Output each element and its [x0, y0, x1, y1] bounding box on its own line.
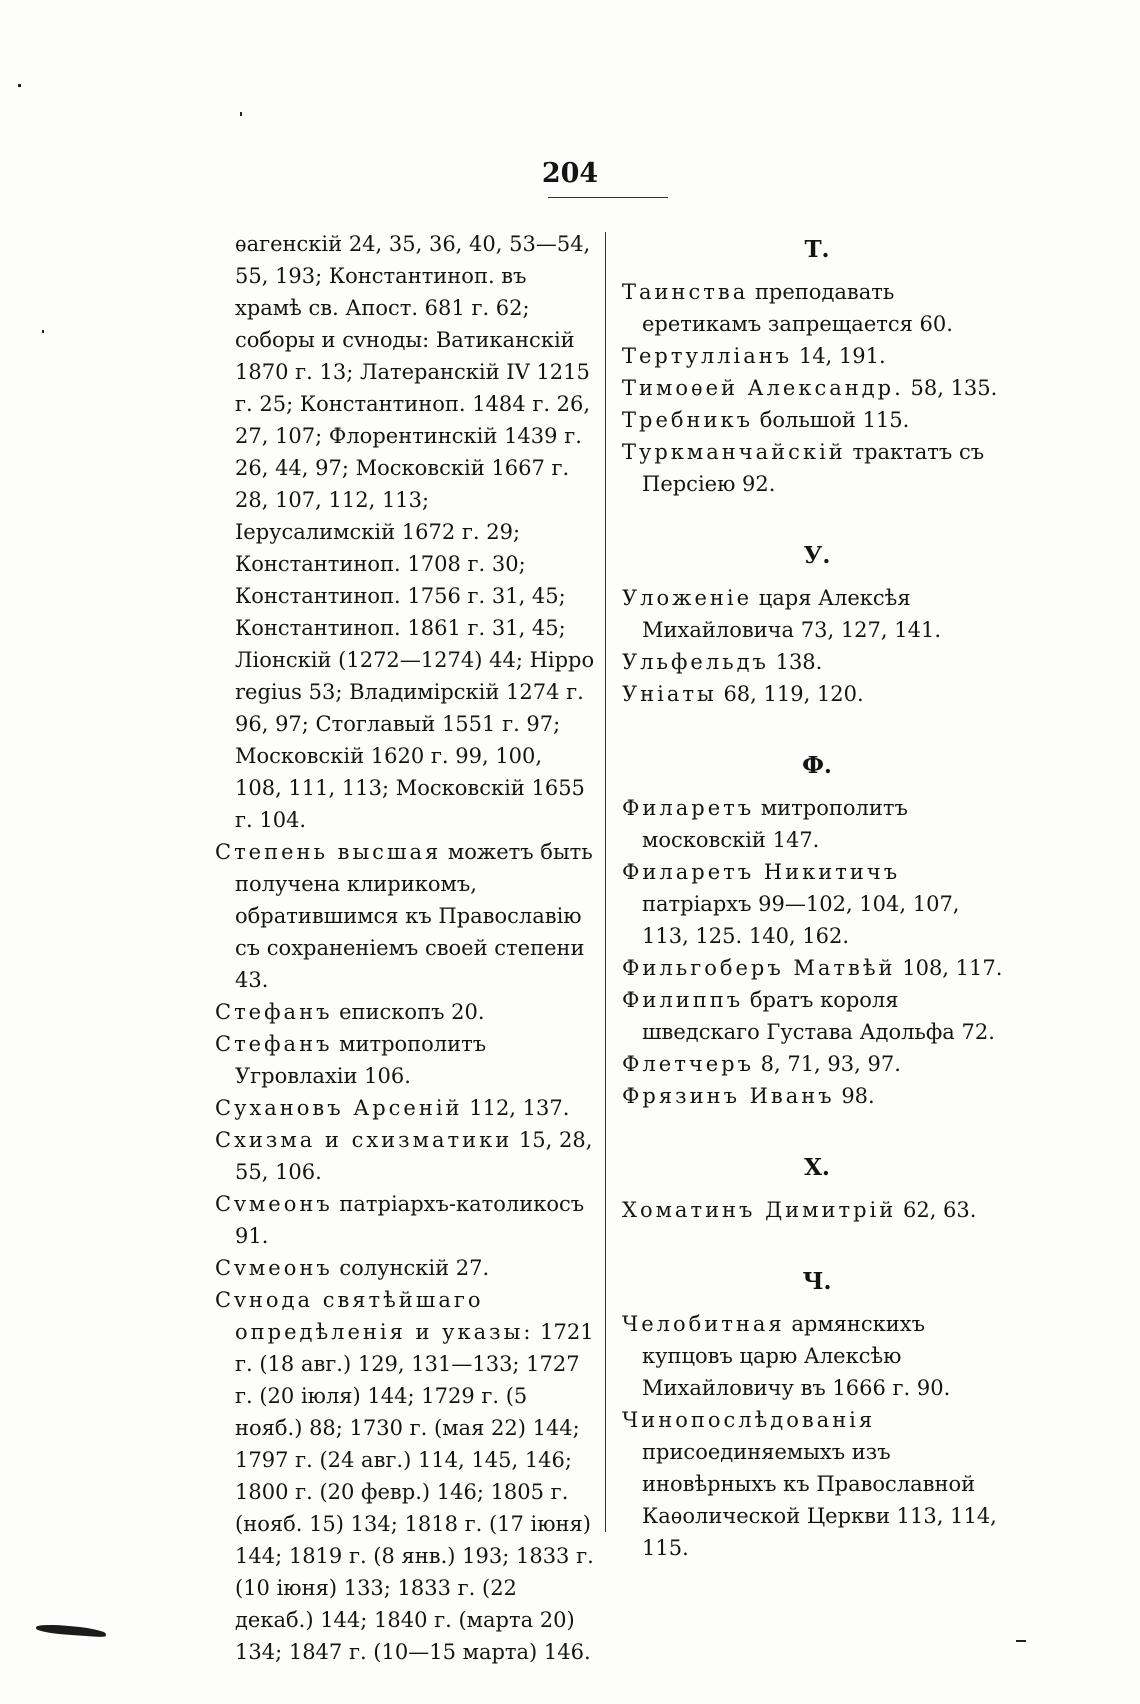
index-entry — [215, 836, 595, 996]
index-entry — [622, 792, 1012, 856]
page-number: 204 — [541, 158, 599, 189]
index-entry — [622, 856, 1012, 952]
section-gap — [622, 1226, 1012, 1260]
entry-text: трактатъ съ Персіею 92. — [642, 440, 985, 496]
entry-headword: Сvмеонъ — [215, 1256, 333, 1280]
entry-headword: Филиппъ — [622, 988, 744, 1012]
entry-text: 1721 г. (18 авг.) 129, 131—133; 1727 г. (20 іюля) 144; 1729 г. (5 нояб.) 88; 1730 г. (мая 22) 144; 1797 г. (24 авг.) 114, 145, 146; 1800 г. (20 февр.) 146; 1805 г. (нояб. 15) 134; 1818 г. (17 іюня) 144; 1819 г. (8 янв.) 193; 1833 г. (10 іюня) 133; 1833 г. (22 декаб.) 144; 1840 г. (марта 20) 134; 1847 г. (10—15 марта) 146. — [235, 1320, 594, 1664]
entry-headword: Стефанъ — [215, 1032, 333, 1056]
scan-speck — [1016, 1640, 1026, 1642]
entry-headword: Хоматинъ Димитрій — [622, 1198, 897, 1222]
entry-headword: Чинопослѣдованія — [622, 1408, 876, 1432]
entry-headword: Сvнода святѣйшаго опредѣленія и указы: — [215, 1288, 534, 1344]
entry-text: большой 115. — [759, 408, 910, 432]
entry-text: 15, 28, 55, 106. — [235, 1128, 593, 1184]
entry-headword: Филаретъ Никитичъ — [622, 860, 901, 884]
entry-headword: Тимоѳей Александр. — [622, 376, 904, 400]
column-divider — [605, 232, 606, 1532]
right-column — [622, 228, 1012, 1564]
index-entry — [622, 1080, 1012, 1112]
entry-headword: Сухановъ Арсеній — [215, 1096, 463, 1120]
entry-text: солунскій 27. — [339, 1256, 490, 1280]
index-entry — [215, 996, 595, 1028]
entry-headword: Уніаты — [622, 682, 717, 706]
entry-text: можетъ быть получена клирикомъ, обратившимся къ Православію съ сохраненіемъ своей степени 43. — [235, 840, 593, 992]
entry-text: 68, 119, 120. — [723, 682, 864, 706]
section-letter: Х. — [804, 1154, 830, 1181]
entry-headword: Тертулліанъ — [622, 344, 793, 368]
entry-text: митрополитъ московскій 147. — [642, 796, 908, 852]
entry-text: 58, 135. — [910, 376, 998, 400]
entry-text: патріархъ 99—102, 104, 107, 113, 125. 140, 162. — [642, 892, 960, 948]
entry-headword: Стефанъ — [215, 1000, 333, 1024]
entry-text: 138. — [775, 650, 823, 674]
scan-speck — [42, 330, 44, 333]
index-entry — [622, 984, 1012, 1048]
entry-headword: Туркманчайскій — [622, 440, 846, 464]
index-entry — [622, 1048, 1012, 1080]
entry-text: братъ короля шведскаго Густава Адольфа 72. — [642, 988, 995, 1044]
section-letter: У. — [803, 542, 831, 569]
entry-text: 108, 117. — [902, 956, 1003, 980]
entry-headword: Степень высшая — [215, 840, 442, 864]
entry-headword: Таинства — [622, 280, 749, 304]
continued-entry: ѳагенскій 24, 35, 36, 40, 53—54, 55, 193; Константиноп. въ храмѣ св. Апост. 681 г. 62; соборы и сvноды: Ватиканскій 1870 г. 13; Латеранскій IV 1215 г. 25; Константиноп. 1484 г. 26, 27, 107; Флорентинскій 1439 г. 26, 44, 97; Московскій 1667 г. 28, 107, 112, 113; Іерусалимскій 1672 г. 29; Константиноп. 1708 г. 30; Константиноп. 1756 г. 31, 45; Константиноп. 1861 г. 31, 45; Ліонскій (1272—1274) 44; Hippo regius 53; Владимірскій 1274 г. 96, 97; Стоглавый 1551 г. 97; Московскій 1620 г. 99, 100, 108, 111, 113; Московскій 1655 г. 104. — [235, 232, 595, 832]
index-entry — [622, 582, 1012, 646]
index-entry — [622, 340, 1012, 372]
entry-text: 14, 191. — [798, 344, 886, 368]
entry-text: митрополитъ Угровлахіи 106. — [235, 1032, 487, 1088]
entry-headword: Требникъ — [622, 408, 753, 432]
index-entry — [215, 1188, 595, 1252]
section-letter: Ф. — [802, 752, 832, 779]
entry-headword: Ульфельдъ — [622, 650, 769, 674]
entry-text: армянскихъ купцовъ царю Алексѣю Михайловичу въ 1666 г. 90. — [642, 1312, 951, 1400]
index-entry — [215, 1028, 595, 1092]
section-gap — [622, 500, 1012, 534]
index-entry — [622, 436, 1012, 500]
index-entry — [215, 1124, 595, 1188]
section-gap — [622, 1112, 1012, 1146]
entry-headword: Схизма и схизматики — [215, 1128, 513, 1152]
entry-headword: Уложеніе — [622, 586, 753, 610]
ink-smear — [36, 1624, 106, 1638]
index-entry — [622, 1404, 1012, 1564]
section-gap — [622, 710, 1012, 744]
entry-headword: Сvмеонъ — [215, 1192, 333, 1216]
scan-speck — [18, 84, 21, 87]
entry-headword: Фрязинъ Иванъ — [622, 1084, 835, 1108]
left-column — [215, 228, 595, 1668]
index-entry — [622, 678, 1012, 710]
entry-text: 8, 71, 93, 97. — [760, 1052, 901, 1076]
entry-text: 62, 63. — [902, 1198, 977, 1222]
index-entry — [215, 1252, 595, 1284]
entry-text: присоединяемыхъ изъ иновѣрныхъ къ Православной Каѳолической Церкви 113, 114, 115. — [642, 1440, 997, 1560]
header-rule — [548, 197, 668, 198]
entry-text: епископъ 20. — [339, 1000, 485, 1024]
index-entry — [622, 1308, 1012, 1404]
entry-text: 98. — [841, 1084, 875, 1108]
index-entry — [622, 276, 1012, 340]
scan-speck — [240, 112, 242, 116]
index-entry — [622, 372, 1012, 404]
section-letter: Ч. — [802, 1268, 832, 1295]
index-entry — [622, 404, 1012, 436]
entry-text: преподавать еретикамъ запрещается 60. — [642, 280, 953, 336]
entry-headword: Филаретъ — [622, 796, 755, 820]
entry-text: царя Алексѣя Михайловича 73, 127, 141. — [642, 586, 942, 642]
index-entry — [622, 1194, 1012, 1226]
index-entry — [622, 952, 1012, 984]
index-entry — [622, 646, 1012, 678]
index-entry — [215, 1284, 595, 1668]
entry-headword: Флетчеръ — [622, 1052, 754, 1076]
entry-headword: Челобитная — [622, 1312, 785, 1336]
entry-headword: Фильгоберъ Матвѣй — [622, 956, 896, 980]
entry-text: 112, 137. — [469, 1096, 570, 1120]
entry-text: патріархъ-католикосъ 91. — [235, 1192, 585, 1248]
index-entry — [215, 1092, 595, 1124]
section-letter: Т. — [804, 236, 830, 263]
